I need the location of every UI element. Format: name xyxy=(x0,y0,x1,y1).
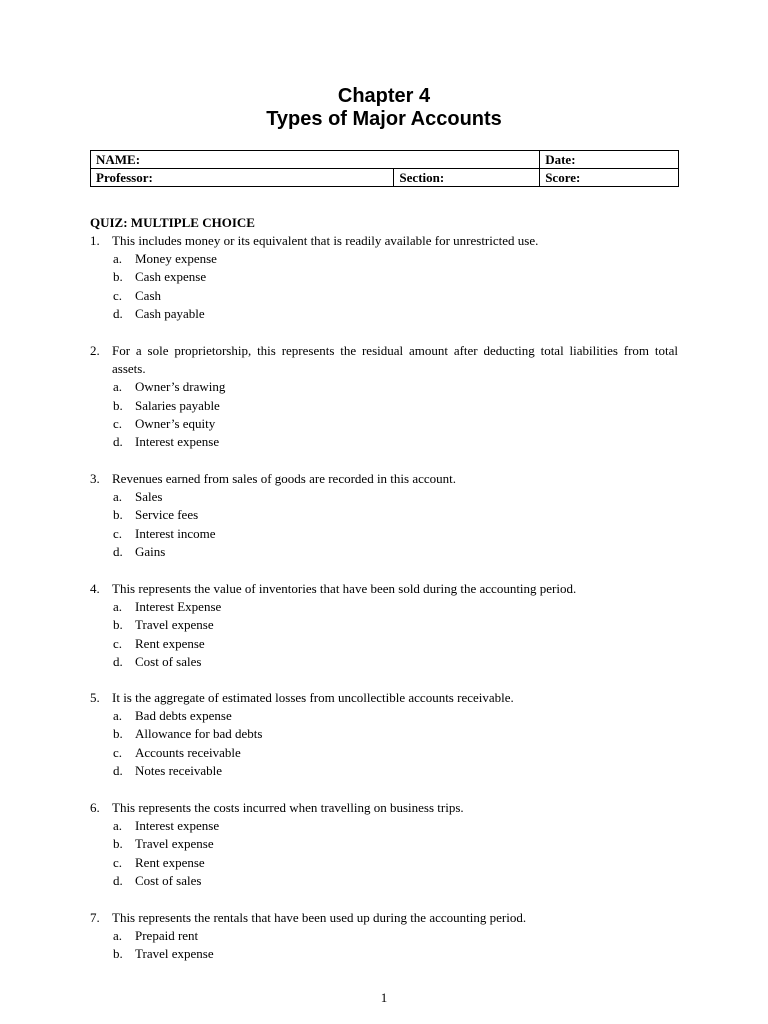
option-c: c. Interest income xyxy=(113,525,216,541)
option-d: d. Cash payable xyxy=(113,305,205,321)
section-cell: Section: xyxy=(394,169,540,187)
option-a: a. Prepaid rent xyxy=(113,928,199,944)
student-info-table xyxy=(90,150,679,187)
question-number: 5. xyxy=(90,690,100,705)
question-text: This represents the value of inventories that have been sold during the accounting period. xyxy=(112,581,577,596)
option-b: b. Salaries payable xyxy=(113,397,220,413)
question-number: 2. xyxy=(90,343,100,358)
question-4 xyxy=(90,580,678,671)
table-row xyxy=(91,151,679,169)
quiz-heading: QUIZ: MULTIPLE CHOICE xyxy=(90,215,255,230)
question-number: 4. xyxy=(90,581,100,596)
option-c: c. Owner’s equity xyxy=(113,415,216,431)
option-a: a. Bad debts expense xyxy=(113,708,232,724)
chapter-heading: Chapter 4 xyxy=(337,85,431,107)
question-number: 3. xyxy=(90,471,100,486)
option-d: d. Notes receivable xyxy=(113,762,222,778)
score-cell: Score: xyxy=(540,169,679,187)
question-text: This represents the rentals that have been used up during the accounting period. xyxy=(112,910,527,925)
option-c: c. Rent expense xyxy=(113,635,205,651)
table-row xyxy=(91,169,679,187)
question-text: Revenues earned from sales of goods are recorded in this account. xyxy=(112,471,457,486)
question-text: It is the aggregate of estimated losses from uncollectible accounts receivable. xyxy=(112,690,514,705)
option-b: b. Travel expense xyxy=(113,946,214,962)
question-6 xyxy=(90,799,678,890)
option-b: b. Service fees xyxy=(113,507,199,523)
option-c: c. Rent expense xyxy=(113,854,205,870)
option-a: a. Interest expense xyxy=(113,818,220,834)
option-d: d. Interest expense xyxy=(113,434,220,450)
option-b: b. Allowance for bad debts xyxy=(113,726,263,742)
option-d: d. Cost of sales xyxy=(113,872,202,888)
question-3 xyxy=(90,470,678,561)
option-b: b. Cash expense xyxy=(113,269,207,285)
professor-cell: Professor: xyxy=(91,169,394,187)
option-c: c. Accounts receivable xyxy=(113,744,241,760)
question-1 xyxy=(90,232,678,323)
document-title: Types of Major Accounts xyxy=(266,108,502,130)
question-number: 7. xyxy=(90,910,100,925)
question-text: This represents the costs incurred when travelling on business trips. xyxy=(112,800,464,815)
question-7 xyxy=(90,909,678,964)
option-a: a. Money expense xyxy=(113,251,217,267)
date-cell: Date: xyxy=(540,151,679,169)
question-text: This includes money or its equivalent that is readily available for unrestricted use. xyxy=(112,233,539,248)
option-d: d. Gains xyxy=(113,543,166,559)
question-5 xyxy=(90,689,678,780)
option-b: b. Travel expense xyxy=(113,836,214,852)
option-b: b. Travel expense xyxy=(113,617,214,633)
page-number: 1 xyxy=(380,990,388,1005)
option-a: a. Owner’s drawing xyxy=(113,379,226,395)
option-a: a. Interest Expense xyxy=(113,599,222,615)
question-text: For a sole proprietorship, this represents the residual amount after deducting total liabilities from total assets. xyxy=(112,343,678,377)
name-cell: NAME: xyxy=(91,151,540,169)
option-a: a. Sales xyxy=(113,489,163,505)
question-number: 1. xyxy=(90,233,100,248)
option-d: d. Cost of sales xyxy=(113,653,202,669)
option-c: c. Cash xyxy=(113,287,161,303)
question-number: 6. xyxy=(90,800,100,815)
question-2 xyxy=(90,342,678,451)
